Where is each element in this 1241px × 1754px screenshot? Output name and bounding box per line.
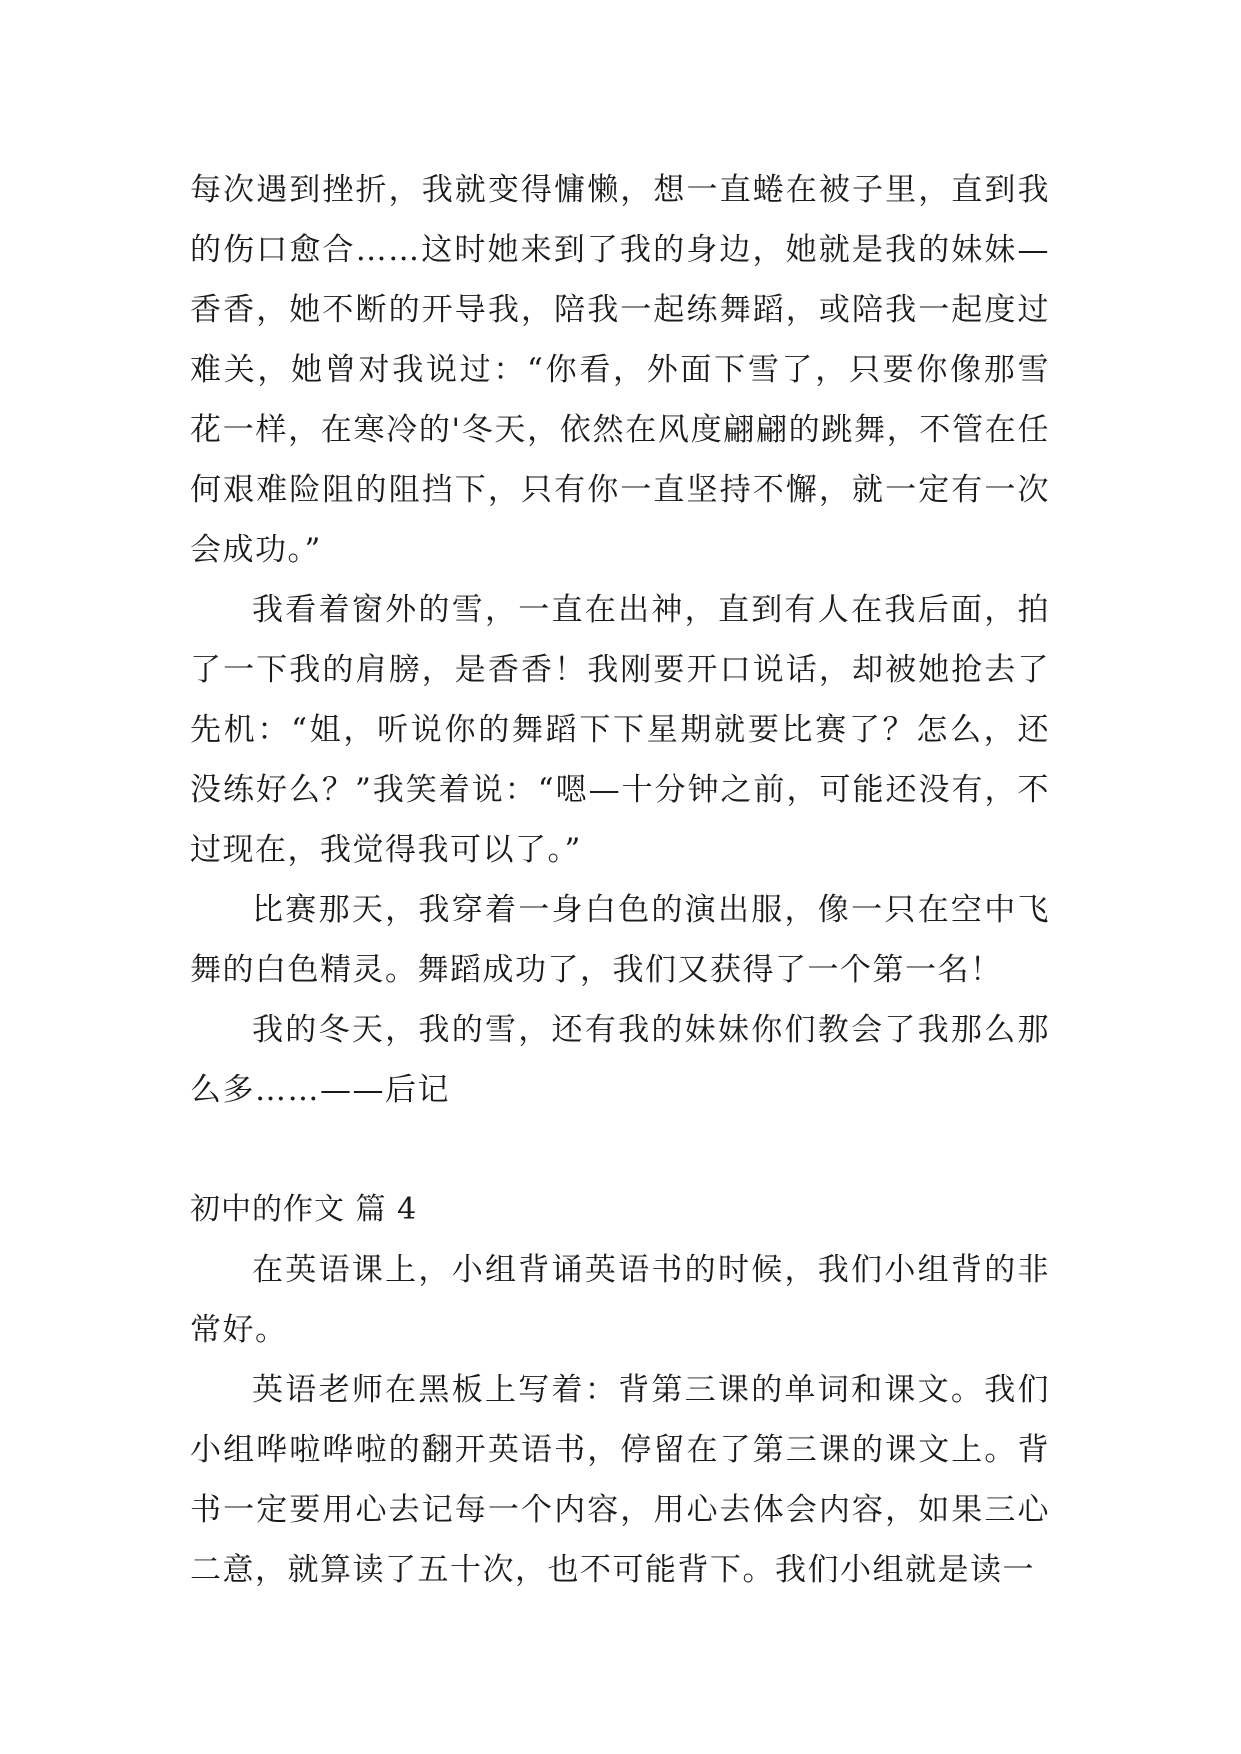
paragraph-afterword: 我的冬天，我的雪，还有我的妹妹你们教会了我那么那么多……——后记 (190, 1012, 1050, 1108)
paragraph-english-class: 在英语课上，小组背诵英语书的时候，我们小组背的非常好。 (190, 1252, 1050, 1348)
paragraph-window-snow: 我看着窗外的雪，一直在出神，直到有人在我后面，拍了一下我的肩膀，是香香！我刚要开口说话，却被她抢去了先机：“姐，听说你的舞蹈下下星期就要比赛了？怎么，还没练好么？”我笑着说：“嗯—十分钟之前，可能还没有，不过现在，我觉得我可以了。” (190, 592, 1050, 868)
document-body (190, 160, 1050, 1600)
paragraph-teacher-instruction: 英语老师在黑板上写着：背第三课的单词和课文。我们小组哗啦哗啦的翻开英语书，停留在了第三课的课文上。背书一定要用心去记每一个内容，用心去体会内容，如果三心二意，就算读了五十次，也不可能背下。我们小组就是读一 (190, 1372, 1050, 1588)
paragraph-sister-encouragement: 每次遇到挫折，我就变得慵懒，想一直蜷在被子里，直到我的伤口愈合……这时她来到了我的身边，她就是我的妹妹—香香，她不断的开导我，陪我一起练舞蹈，或陪我一起度过难关，她曾对我说过：“你看，外面下雪了，只要你像那雪花一样，在寒冷的'冬天，依然在风度翩翩的跳舞，不管在任何艰难险阻的阻挡下，只有你一直坚持不懈，就一定有一次会成功。” (190, 172, 1050, 568)
section-heading: 初中的作文 篇 4 (190, 1192, 418, 1227)
paragraph-competition-day: 比赛那天，我穿着一身白色的演出服，像一只在空中飞舞的白色精灵。舞蹈成功了，我们又获得了一个第一名！ (190, 892, 1050, 988)
